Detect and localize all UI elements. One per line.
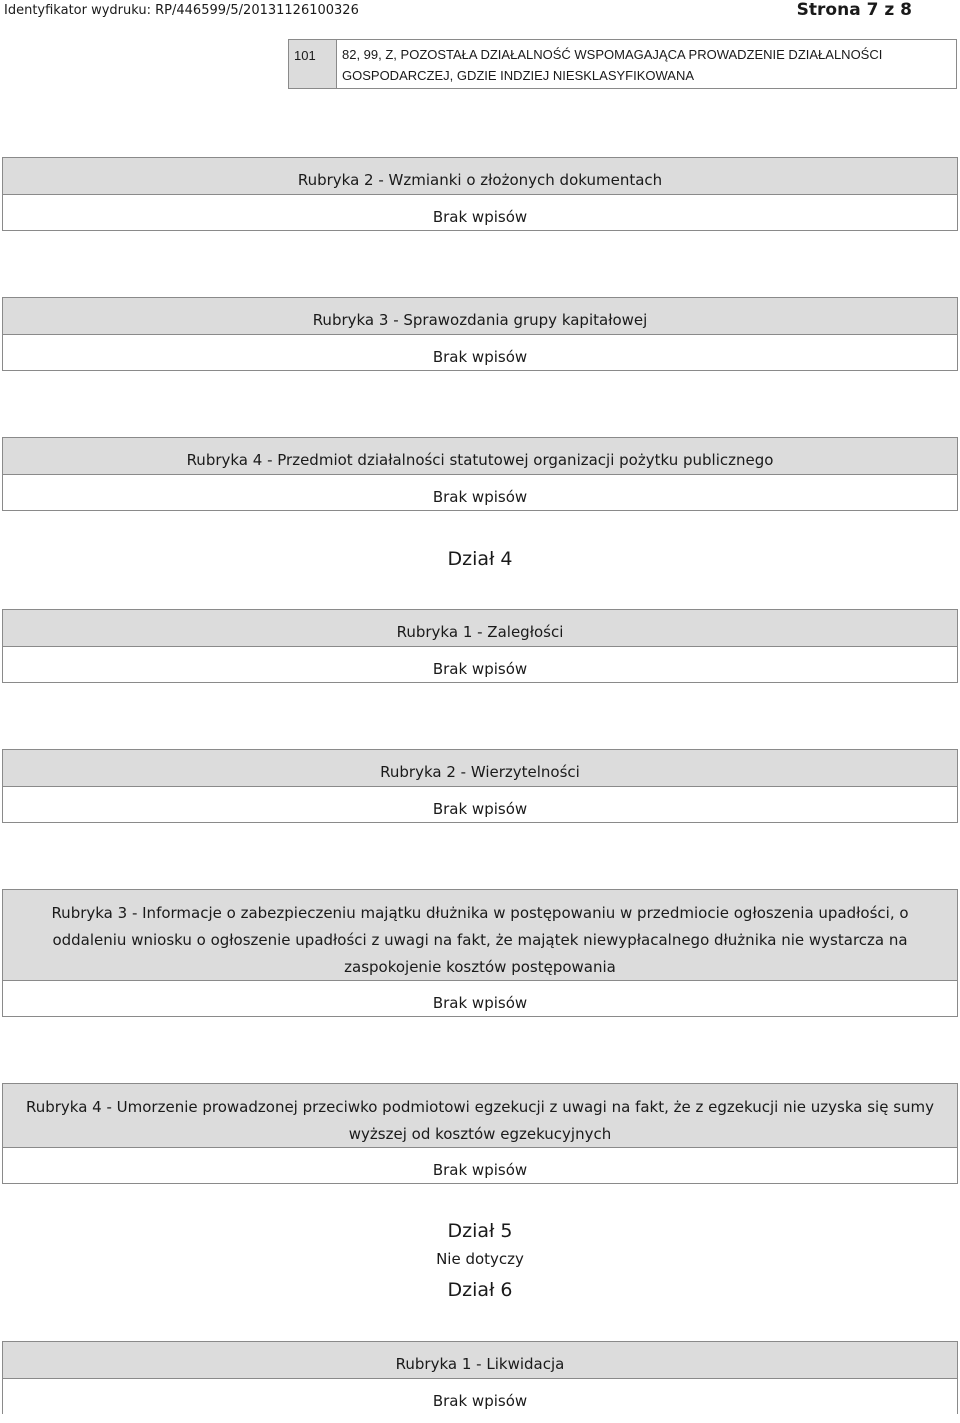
section-title: Rubryka 2 - Wierzytelności bbox=[3, 750, 957, 787]
section-rubryka-2-wzmianki bbox=[2, 157, 958, 231]
section-title: Rubryka 1 - Likwidacja bbox=[3, 1342, 957, 1379]
dzial-6-heading: Dział 6 bbox=[447, 1279, 513, 1301]
section-body: Brak wpisów bbox=[432, 994, 528, 1012]
section-rubryka-4-umorzenie bbox=[2, 1083, 958, 1184]
page-number: Strona 7 z 8 bbox=[796, 0, 912, 20]
section-body: Brak wpisów bbox=[432, 1161, 528, 1179]
section-body: Brak wpisów bbox=[432, 1392, 528, 1410]
section-rubryka-4-przedmiot bbox=[2, 437, 958, 511]
print-identifier: Identyfikator wydruku: RP/446599/5/20131126100326 bbox=[4, 3, 359, 18]
section-title: Rubryka 1 - Zaległości bbox=[3, 610, 957, 647]
dzial-4-heading: Dział 4 bbox=[447, 548, 513, 570]
section-rubryka-3-sprawozdania bbox=[2, 297, 958, 371]
pkd-row-description: 82, 99, Z, POZOSTAŁA DZIAŁALNOŚĆ WSPOMAGAJĄCA PROWADZENIE DZIAŁALNOŚCI GOSPODARCZEJ, GDZIE INDZIEJ NIESKLASYFIKOWANA bbox=[342, 47, 883, 83]
section-body: Brak wpisów bbox=[432, 660, 528, 678]
section-title: Rubryka 3 - Sprawozdania grupy kapitałowej bbox=[3, 298, 957, 335]
section-body: Brak wpisów bbox=[432, 208, 528, 226]
section-title: Rubryka 4 - Przedmiot działalności statutowej organizacji pożytku publicznego bbox=[3, 438, 957, 475]
pkd-row-number: 101 bbox=[289, 40, 337, 88]
section-rubryka-3-informacje bbox=[2, 889, 958, 1017]
section-rubryka-1-zaleglosci bbox=[2, 609, 958, 683]
section-body: Brak wpisów bbox=[432, 488, 528, 506]
dzial-5-heading: Dział 5 bbox=[447, 1220, 513, 1242]
section-body: Brak wpisów bbox=[432, 348, 528, 366]
section-title: Rubryka 4 - Umorzenie prowadzonej przeciwko podmiotowi egzekucji z uwagi na fakt, że z egzekucji nie uzyska się sumy wyższej od kosztów egzekucyjnych bbox=[3, 1084, 957, 1148]
section-rubryka-2-wierzytelnosci bbox=[2, 749, 958, 823]
section-title: Rubryka 2 - Wzmianki o złożonych dokumentach bbox=[3, 158, 957, 195]
dzial-5-note: Nie dotyczy bbox=[436, 1250, 524, 1268]
section-body: Brak wpisów bbox=[432, 800, 528, 818]
section-rubryka-1-likwidacja bbox=[2, 1341, 958, 1414]
pkd-table-row bbox=[288, 39, 957, 89]
section-title: Rubryka 3 - Informacje o zabezpieczeniu majątku dłużnika w postępowaniu w przedmiocie ogłoszenia upadłości, o oddaleniu wniosku o ogłoszenie upadłości z uwagi na fakt, że majątek niewypłacalnego dłużnika nie wystarcza na zaspokojenie kosztów postępowania bbox=[3, 890, 957, 981]
